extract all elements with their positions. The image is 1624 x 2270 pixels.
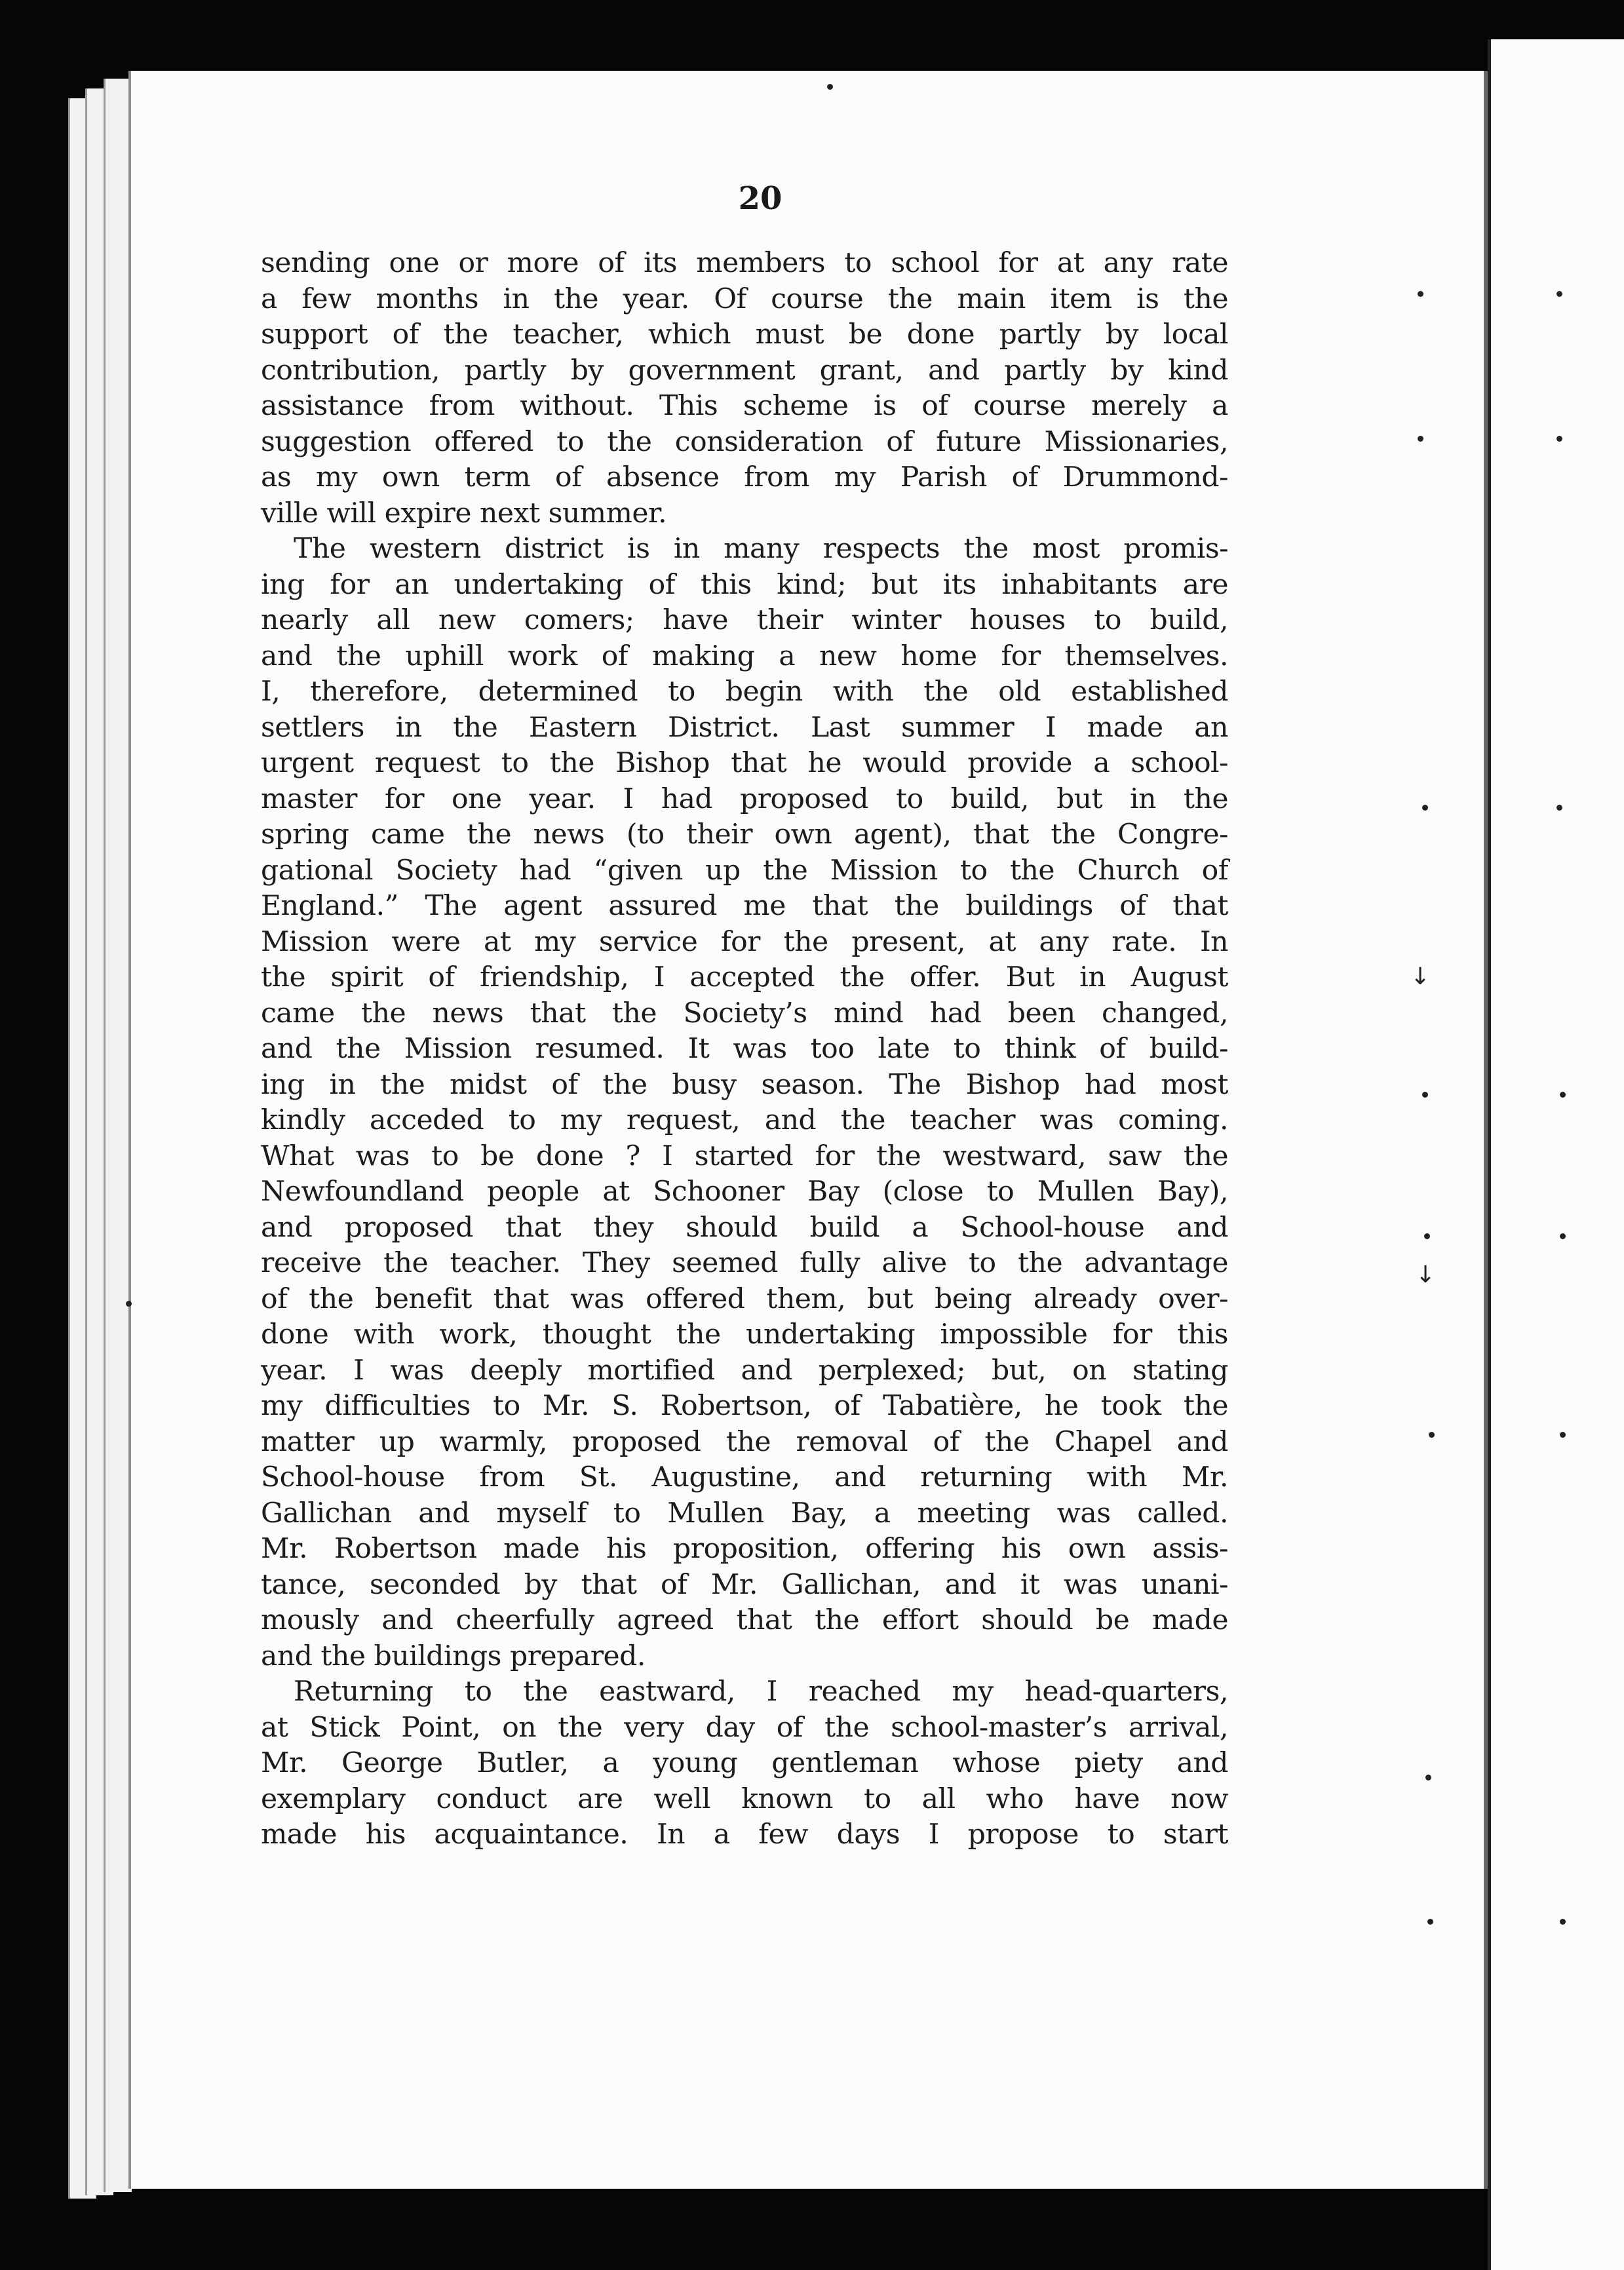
- scan-speck: [1418, 436, 1423, 442]
- scan-speck: [126, 1301, 132, 1307]
- scan-speck: [1418, 291, 1423, 297]
- text-line: year. I was deeply mortified and perplexed; but, on stating: [261, 1354, 1228, 1387]
- text-line: made his acquaintance. In a few days I propose to start: [261, 1818, 1228, 1851]
- text-line: support of the teacher, which must be done partly by local: [261, 318, 1228, 351]
- text-line: at Stick Point, on the very day of the school-master’s arrival,: [261, 1711, 1228, 1744]
- scan-mark: ↓: [1416, 1261, 1436, 1288]
- text-line: came the news that the Society’s mind had been changed,: [261, 997, 1228, 1029]
- text-line: tance, seconded by that of Mr. Gallichan, and it was unani-: [261, 1568, 1228, 1601]
- scan-speck: [1556, 436, 1562, 442]
- body-text: [261, 246, 1228, 1853]
- text-line: spring came the news (to their own agent), that the Congre-: [261, 818, 1228, 851]
- text-line: receive the teacher. They seemed fully alive to the advantage: [261, 1247, 1228, 1279]
- text-line: a few months in the year. Of course the main item is the: [261, 282, 1228, 315]
- text-line: kindly acceded to my request, and the teacher was coming.: [261, 1104, 1228, 1136]
- text-line: ing for an undertaking of this kind; but its inhabitants are: [261, 568, 1228, 601]
- text-line: contribution, partly by government grant, and partly by kind: [261, 354, 1228, 387]
- scan-speck: [1560, 1919, 1566, 1925]
- scan-speck: [827, 84, 833, 90]
- text-line: exemplary conduct are well known to all who have now: [261, 1782, 1228, 1815]
- text-line: Newfoundland people at Schooner Bay (close to Mullen Bay),: [261, 1176, 1228, 1208]
- text-line: master for one year. I had proposed to build, but in the: [261, 782, 1228, 815]
- scan-speck: [1556, 805, 1562, 811]
- text-line: as my own term of absence from my Parish of Drummond-: [261, 461, 1228, 493]
- page-number: 20: [738, 180, 783, 217]
- text-line: ing in the midst of the busy season. The Bishop had most: [261, 1068, 1228, 1101]
- text-line: and proposed that they should build a School-house and: [261, 1211, 1228, 1244]
- page-edge: [104, 79, 132, 2192]
- facing-page: [1488, 39, 1624, 2270]
- scan-speck: [1422, 1092, 1428, 1098]
- text-line: and the Mission resumed. It was too late to think of build-: [261, 1033, 1228, 1065]
- scan-speck: [1424, 1233, 1430, 1239]
- scan-speck: [1560, 1092, 1566, 1098]
- text-line: settlers in the Eastern District. Last summer I made an: [261, 711, 1228, 744]
- text-line: urgent request to the Bishop that he would provide a school-: [261, 747, 1228, 779]
- text-line: and the uphill work of making a new home for themselves.: [261, 640, 1228, 672]
- text-line: suggestion offered to the consideration of future Missionaries,: [261, 425, 1228, 458]
- scan-speck: [1429, 1432, 1435, 1438]
- scan-speck: [1425, 1775, 1431, 1780]
- text-line: Returning to the eastward, I reached my head-quarters,: [294, 1676, 1228, 1708]
- scan-speck: [1556, 291, 1562, 297]
- text-line: matter up warmly, proposed the removal of the Chapel and: [261, 1425, 1228, 1458]
- scan-speck: [1560, 1432, 1566, 1438]
- text-line: Mr. George Butler, a young gentleman whose piety and: [261, 1747, 1228, 1779]
- text-line: of the benefit that was offered them, but being already over-: [261, 1282, 1228, 1315]
- scan-speck: [1422, 805, 1428, 811]
- text-line: gational Society had “given up the Mission to the Church of: [261, 854, 1228, 887]
- text-line: I, therefore, determined to begin with the old established: [261, 676, 1228, 708]
- text-line: mously and cheerfully agreed that the effort should be made: [261, 1604, 1228, 1636]
- text-line: What was to be done ? I started for the westward, saw the: [261, 1140, 1228, 1172]
- text-line: done with work, thought the undertaking impossible for this: [261, 1318, 1228, 1351]
- text-line: assistance from without. This scheme is of course merely a: [261, 390, 1228, 422]
- text-line: England.” The agent assured me that the buildings of that: [261, 890, 1228, 922]
- text-line: sending one or more of its members to school for at any rate: [261, 247, 1228, 279]
- text-line: ville will expire next summer.: [261, 497, 667, 529]
- text-line: my difficulties to Mr. S. Robertson, of Tabatière, he took the: [261, 1390, 1228, 1422]
- text-line: Mission were at my service for the present, at any rate. In: [261, 925, 1228, 958]
- text-line: the spirit of friendship, I accepted the offer. But in August: [261, 961, 1228, 993]
- scan-speck: [1427, 1919, 1433, 1925]
- text-line: Gallichan and myself to Mullen Bay, a meeting was called.: [261, 1497, 1228, 1529]
- text-line: School-house from St. Augustine, and returning with Mr.: [261, 1461, 1228, 1493]
- scan-speck: [1560, 1233, 1566, 1239]
- scan-mark: ↓: [1410, 963, 1431, 990]
- text-line: Mr. Robertson made his proposition, offering his own assis-: [261, 1533, 1228, 1565]
- text-line: nearly all new comers; have their winter houses to build,: [261, 604, 1228, 636]
- text-line: The western district is in many respects the most promis-: [294, 533, 1228, 565]
- text-line: and the buildings prepared.: [261, 1640, 646, 1672]
